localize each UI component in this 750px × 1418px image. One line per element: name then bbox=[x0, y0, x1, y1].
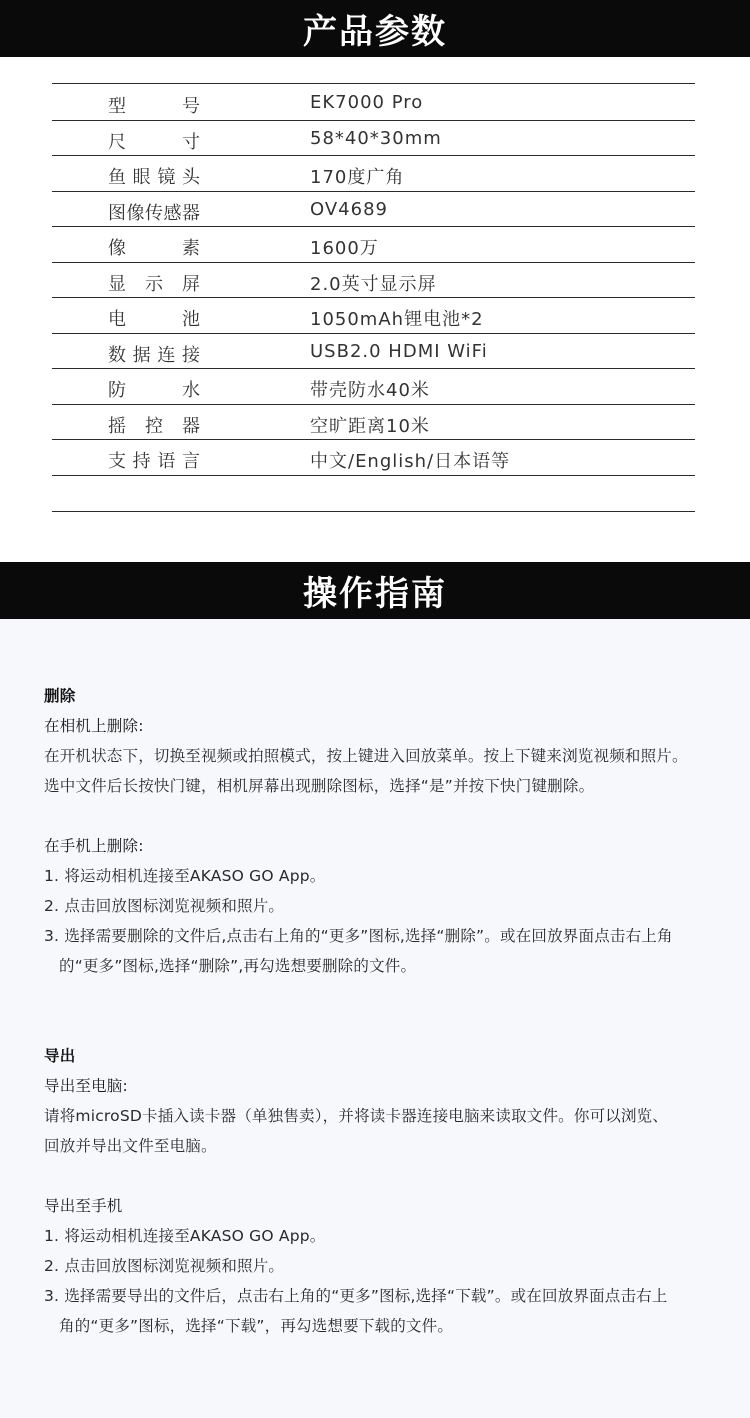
spec-value: 58*40*30mm bbox=[310, 127, 442, 149]
to-pc-title: 导出至电脑: bbox=[44, 1077, 128, 1095]
guide-banner: 操作指南 bbox=[0, 562, 750, 619]
spec-label bbox=[108, 447, 200, 473]
spec-table bbox=[52, 83, 695, 512]
guide-section bbox=[0, 619, 750, 1418]
on-phone-line: 2. 点击回放图标浏览视频和照片。 bbox=[44, 897, 285, 915]
spec-label bbox=[108, 234, 200, 260]
spec-label bbox=[108, 92, 200, 118]
spec-label-char: 据 bbox=[132, 344, 151, 366]
spec-label-char: 控 bbox=[145, 415, 163, 437]
spec-label bbox=[108, 376, 200, 402]
spec-label-char: 感 bbox=[163, 202, 182, 224]
export-title: 导出 bbox=[44, 1047, 76, 1065]
spec-label-char: 尺 bbox=[108, 131, 126, 153]
spec-label-char: 接 bbox=[181, 344, 200, 366]
spec-row bbox=[52, 298, 695, 334]
spec-label-char: 水 bbox=[182, 380, 200, 401]
spec-label-char: 图 bbox=[108, 202, 126, 224]
spec-row-empty bbox=[52, 476, 695, 512]
spec-label-char: 屏 bbox=[182, 273, 200, 295]
spec-label-char: 电 bbox=[108, 309, 126, 330]
on-camera-line: 选中文件后长按快门键，相机屏幕出现删除图标，选择“是”并按下快门键删除。 bbox=[44, 777, 595, 795]
spec-value: 1600万 bbox=[310, 238, 379, 259]
spec-label-char: 语 bbox=[157, 451, 176, 472]
spec-label-char: 连 bbox=[157, 344, 176, 366]
spec-label-char: 数 bbox=[108, 344, 126, 366]
spec-label-char: 支 bbox=[108, 451, 126, 472]
spec-label bbox=[108, 199, 200, 225]
spec-row bbox=[52, 369, 695, 405]
spec-label-char: 眼 bbox=[132, 167, 151, 188]
on-camera-title: 在相机上删除: bbox=[44, 717, 144, 735]
spec-value: 1050mAh锂电池*2 bbox=[310, 309, 484, 330]
spec-value: USB2.0 HDMI WiFi bbox=[310, 340, 488, 362]
spec-label bbox=[108, 412, 200, 438]
spec-label-char: 头 bbox=[181, 167, 200, 188]
to-phone-line: 3. 选择需要导出的文件后，点击右上角的“更多”图标,选择“下载”。或在回放界面点击右上 bbox=[44, 1287, 668, 1305]
on-camera-line: 在开机状态下，切换至视频或拍照模式，按上键进入回放菜单。按上下键来浏览视频和照片。 bbox=[44, 747, 688, 765]
spec-label-char: 寸 bbox=[182, 131, 200, 153]
spec-value: EK7000 Pro bbox=[310, 92, 424, 113]
on-phone-title: 在手机上删除: bbox=[44, 837, 144, 855]
spec-row bbox=[52, 405, 695, 441]
spec-label bbox=[108, 128, 200, 154]
to-phone-line: 1. 将运动相机连接至AKASO GO App。 bbox=[44, 1227, 326, 1245]
spec-row bbox=[52, 440, 695, 476]
spec-label bbox=[108, 163, 200, 189]
spec-value: 空旷距离10米 bbox=[310, 415, 430, 437]
spec-label bbox=[108, 305, 200, 331]
spec-label-char: 防 bbox=[108, 380, 126, 401]
on-phone-line: 3. 选择需要删除的文件后,点击右上角的“更多”图标,选择“删除”。或在回放界面点击右上角 bbox=[44, 927, 673, 945]
spec-label-char: 素 bbox=[182, 238, 200, 259]
spec-row bbox=[52, 85, 695, 121]
spec-row bbox=[52, 192, 695, 228]
spec-label-char: 镜 bbox=[157, 167, 176, 188]
spec-label bbox=[108, 270, 200, 296]
spec-label-char: 鱼 bbox=[108, 167, 126, 188]
spec-label-char: 号 bbox=[182, 96, 200, 117]
spec-value: OV4689 bbox=[310, 198, 388, 220]
spec-row bbox=[52, 156, 695, 192]
spec-label-char: 像 bbox=[126, 202, 145, 224]
to-phone-title: 导出至手机 bbox=[44, 1197, 123, 1215]
spec-label-char: 言 bbox=[181, 451, 200, 472]
spec-row bbox=[52, 121, 695, 157]
spec-label-char: 传 bbox=[145, 202, 163, 224]
spec-row bbox=[52, 227, 695, 263]
spec-value: 中文/English/日本语等 bbox=[310, 451, 511, 472]
spec-row bbox=[52, 334, 695, 370]
spec-row bbox=[52, 263, 695, 299]
spec-label bbox=[108, 341, 200, 367]
spec-label-char: 像 bbox=[108, 238, 126, 259]
to-phone-line: 角的“更多”图标，选择“下载”，再勾选想要下载的文件。 bbox=[59, 1317, 454, 1335]
spec-label-char: 示 bbox=[145, 273, 163, 295]
spec-label-char: 器 bbox=[182, 415, 200, 437]
delete-title: 删除 bbox=[44, 687, 76, 705]
spec-label-char: 摇 bbox=[108, 415, 126, 437]
spec-label-char: 池 bbox=[182, 309, 200, 330]
spec-label-char: 型 bbox=[108, 96, 126, 117]
spec-value: 2.0英寸显示屏 bbox=[310, 273, 437, 295]
spec-label-char: 持 bbox=[132, 451, 151, 472]
spec-value: 170度广角 bbox=[310, 167, 405, 188]
spec-label-char: 显 bbox=[108, 273, 126, 295]
spec-value: 带壳防水40米 bbox=[310, 380, 430, 401]
specs-banner: 产品参数 bbox=[0, 0, 750, 57]
to-phone-line: 2. 点击回放图标浏览视频和照片。 bbox=[44, 1257, 285, 1275]
spec-label-char: 器 bbox=[182, 202, 200, 224]
on-phone-line: 1. 将运动相机连接至AKASO GO App。 bbox=[44, 867, 326, 885]
to-pc-line: 请将microSD卡插入读卡器（单独售卖），并将读卡器连接电脑来读取文件。你可以浏览、 bbox=[44, 1107, 669, 1125]
to-pc-line: 回放并导出文件至电脑。 bbox=[44, 1137, 217, 1155]
on-phone-line: 的“更多”图标,选择“删除”,再勾选想要删除的文件。 bbox=[59, 957, 417, 975]
